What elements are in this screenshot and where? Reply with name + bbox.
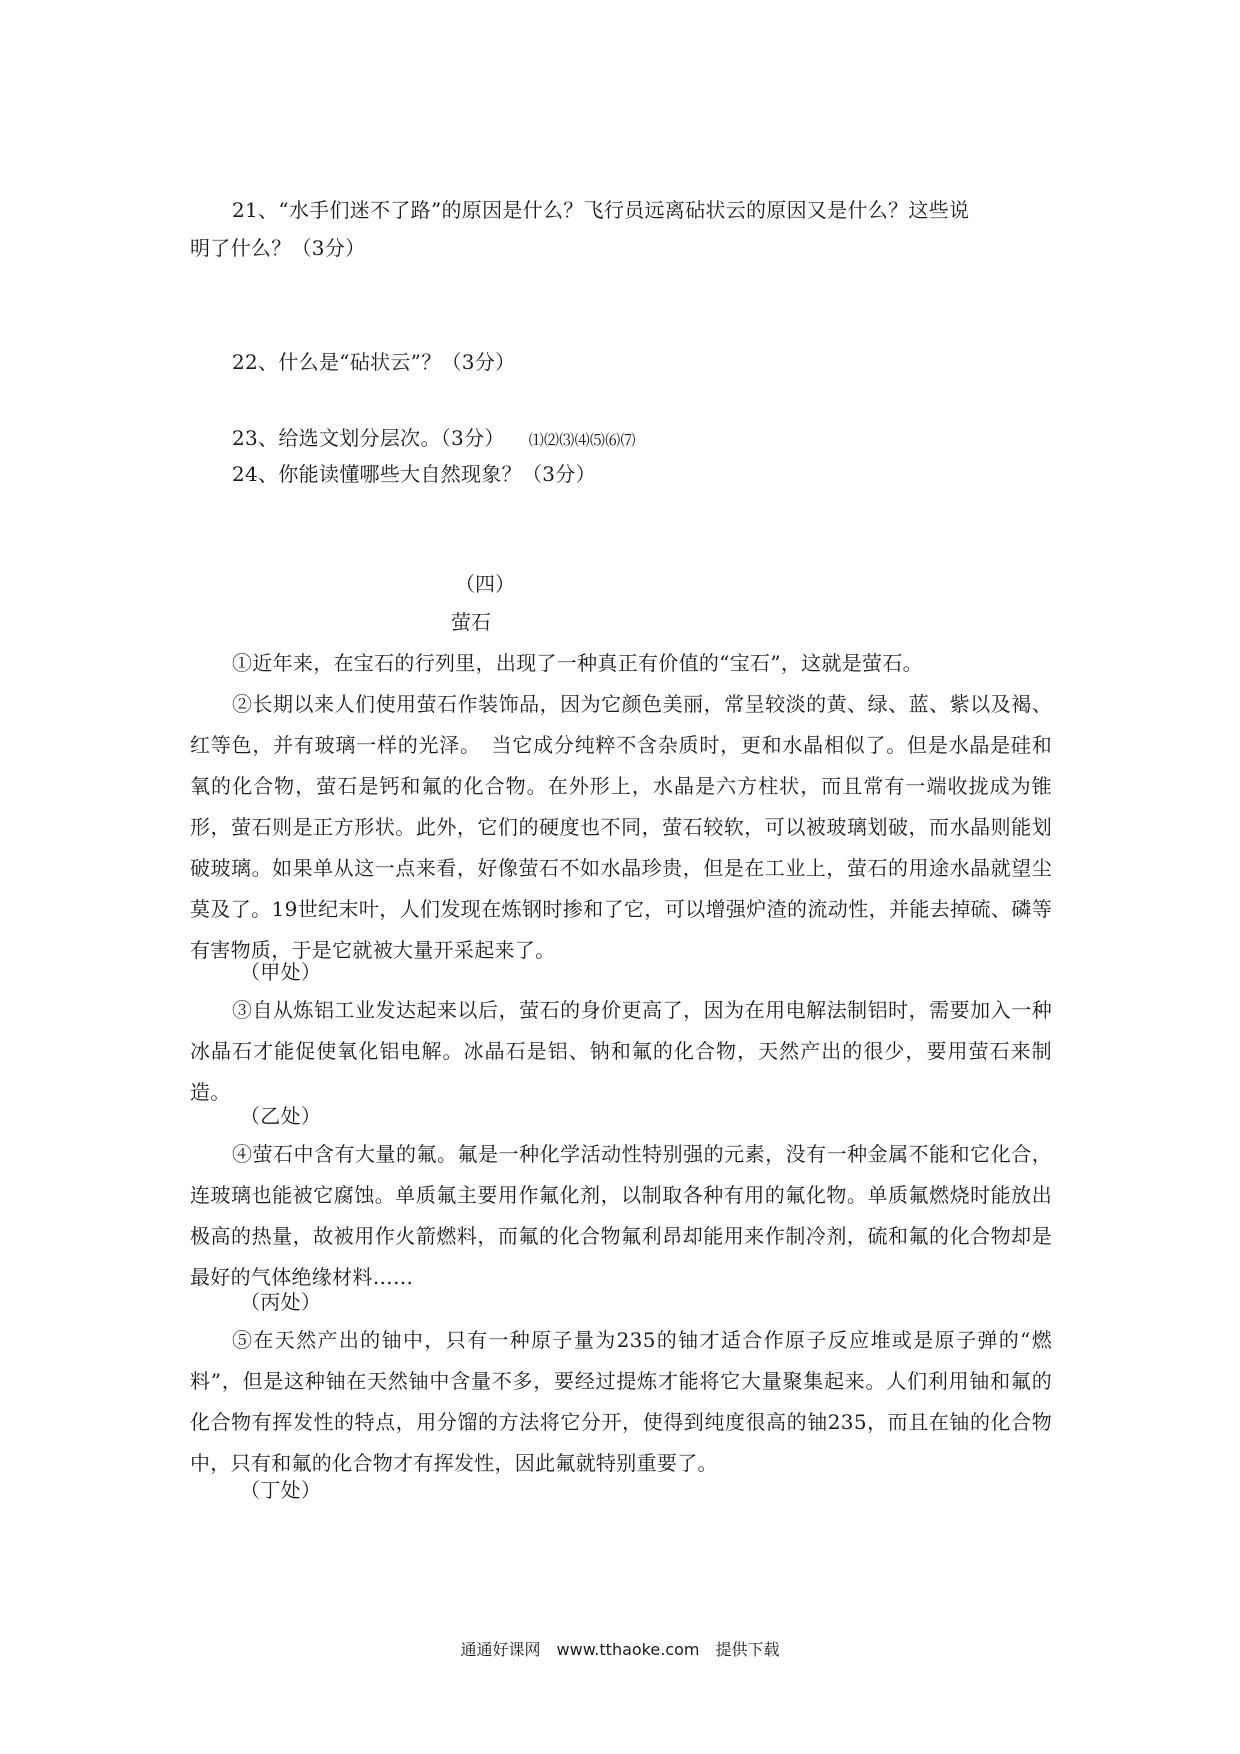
question-23-options: ⑴⑵⑶⑷⑸⑹⑺ — [528, 431, 636, 449]
marker-bing: （丙处） — [240, 1290, 322, 1314]
paragraph-5: ⑤在天然产出的铀中，只有一种原子量为235的铀才适合作原子反应堆或是原子弹的“燃料”，但是这种铀在天然铀中含量不多，要经过提炼才能将它大量聚集起来。人们利用铀和氟的化合物有挥发性的特点，用分馏的方法将它分开，使得到纯度很高的铀235，而且在铀的化合物中，只有和氟的化合物才有挥发性，因此氟就特别重要了。 — [190, 1328, 1052, 1475]
question-23-text: 23、给选文划分层次。（3分） — [232, 426, 505, 450]
marker-jia: （甲处） — [240, 960, 322, 984]
question-23 — [232, 426, 636, 452]
question-22: 22、什么是“砧状云”？（3分） — [232, 350, 516, 374]
section-number: （四） — [455, 572, 515, 596]
question-24: 24、你能读懂哪些大自然现象？（3分） — [232, 462, 596, 486]
paragraph-3: ③自从炼铝工业发达起来以后，萤石的身价更高了，因为在用电解法制铝时，需要加入一种冰晶石才能促使氧化铝电解。冰晶石是铝、钠和氟的化合物，天然产出的很少，要用萤石来制造。 — [190, 998, 1052, 1104]
paragraph-4: ④萤石中含有大量的氟。氟是一种化学活动性特别强的元素，没有一种金属不能和它化合，连玻璃也能被它腐蚀。单质氟主要用作氟化剂，以制取各种有用的氟化物。单质氟燃烧时能放出极高的热量，故被用作火箭燃料，而氟的化合物氟利昂却能用来作制冷剂，硫和氟的化合物却是最好的气体绝缘材料…… — [190, 1142, 1052, 1289]
footer-credit: 通通好课网 www.tthaoke.com 提供下载 — [460, 1640, 780, 1659]
question-21-line-1: 21、“水手们迷不了路”的原因是什么？飞行员远离砧状云的原因又是什么？这些说 — [232, 198, 970, 222]
paragraph-2: ②长期以来人们使用萤石作装饰品，因为它颜色美丽，常呈较淡的黄、绿、蓝、紫以及褐、红等色，并有玻璃一样的光泽。 当它成分纯粹不含杂质时，更和水晶相似了。但是水晶是硅和氧的化合物，萤石是钙和氟的化合物。在外形上，水晶是六方柱状，而且常有一端收拢成为锥形，萤石则是正方形状。此外，它们的硬度也不同，萤石较软，可以被玻璃划破，而水晶则能划破玻璃。如果单从这一点来看，好像萤石不如水晶珍贵，但是在工业上，萤石的用途水晶就望尘莫及了。19世纪末叶，人们发现在炼钢时掺和了它，可以增强炉渣的流动性，并能去掉硫、磷等有害物质，于是它就被大量开采起来了。 — [190, 692, 1052, 962]
marker-ding: （丁处） — [240, 1478, 322, 1502]
question-21-line-2: 明了什么？（3分） — [190, 236, 366, 260]
marker-yi: （乙处） — [240, 1104, 322, 1128]
section-title: 萤石 — [451, 610, 491, 634]
paragraph-1: ①近年来，在宝石的行列里，出现了一种真正有价值的“宝石”，这就是萤石。 — [232, 651, 923, 675]
